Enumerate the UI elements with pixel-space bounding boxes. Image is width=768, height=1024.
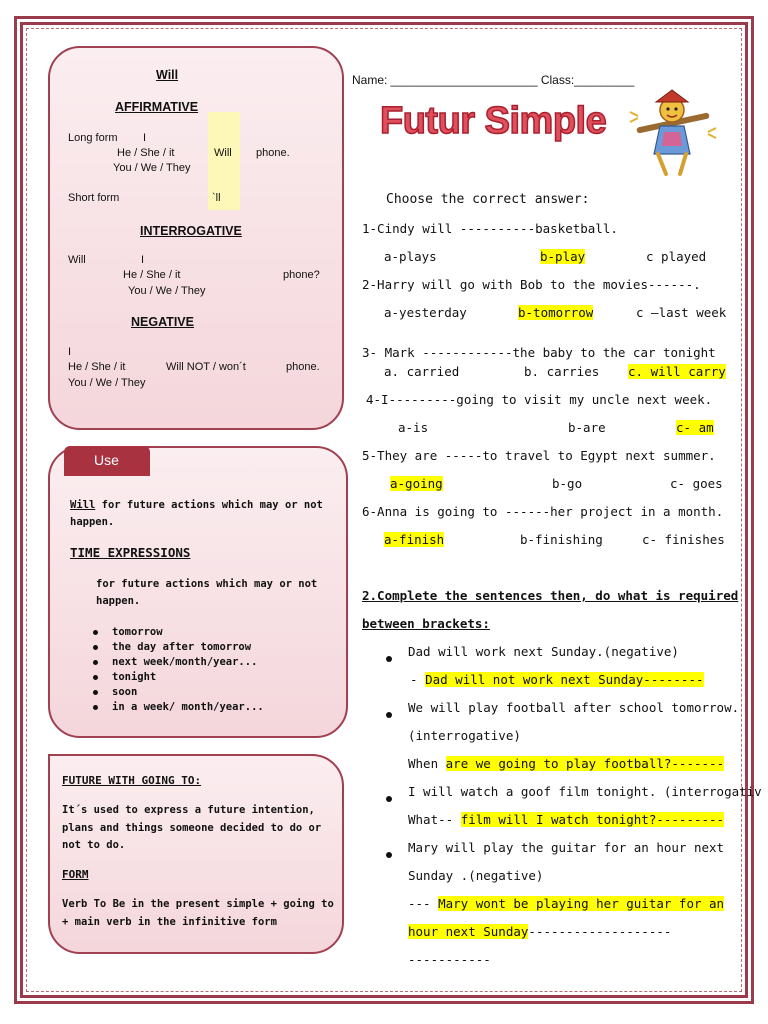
option-2a: a-yesterday — [384, 305, 467, 320]
answer-4-end: hour next Sunday — [408, 924, 529, 939]
will-heading: Will — [156, 68, 179, 82]
sentence-4-b: Sunday .(negative) — [408, 868, 544, 883]
will-use-line2: happen. — [70, 516, 115, 528]
question-6: 6-Anna is going to ------her project in a month. — [362, 504, 724, 519]
option-5a: a-going — [390, 476, 443, 491]
question-1: 1-Cindy will ----------basketball. — [362, 221, 618, 236]
time-text-line2: happen. — [96, 595, 141, 607]
interrog-i: I — [141, 254, 145, 266]
option-2b: b-tomorrow — [518, 305, 594, 320]
will-word: Will — [70, 499, 96, 511]
going-to-heading: FUTURE WITH GOING TO: — [62, 774, 202, 787]
bullet-icon — [93, 660, 98, 665]
exercise2-heading: 2.Complete the sentences then, do what is required — [362, 588, 739, 603]
time-expressions-heading: TIME EXPRESSIONS — [70, 545, 191, 560]
option-1c: c played — [646, 249, 707, 264]
answer-4-tail: ----------- — [408, 952, 491, 967]
interrog-you: You / We / They — [128, 285, 206, 297]
bullet-icon — [386, 648, 392, 667]
option-5c: c- goes — [670, 476, 723, 491]
time-item: in a week/ month/year... — [93, 701, 264, 713]
option-4b: b-are — [568, 420, 606, 435]
answer-1: Dad will not work next Sunday-------- — [425, 672, 704, 687]
interrog-will: Will — [68, 254, 86, 266]
neg-phone: phone. — [286, 361, 320, 373]
sentence-4: Mary will play the guitar for an hour next — [408, 840, 725, 855]
time-item: tonight — [93, 671, 156, 683]
time-item: soon — [93, 686, 137, 698]
sentence-3: I will watch a goof film tonight. (interrogativ — [408, 784, 762, 799]
option-2c: c –last week — [636, 305, 727, 320]
affirm-long-form: Long form — [68, 132, 118, 144]
option-1a: a-plays — [384, 249, 437, 264]
page-title: Futur Simple — [380, 100, 607, 142]
question-4: 4-I---------going to visit my uncle next week. — [366, 392, 713, 407]
time-item: next week/month/year... — [93, 656, 257, 668]
will-use-text: for future actions which may or not — [95, 499, 323, 511]
answer-4-line-2: hour next Sunday------------------- — [408, 924, 672, 939]
answer-2: are we going to play football?------- — [445, 756, 725, 771]
affirm-phone: phone. — [256, 147, 290, 159]
sentence-1: Dad will work next Sunday.(negative) — [408, 644, 679, 659]
option-3a: a. carried — [384, 364, 460, 379]
affirm-he: He / She / it — [117, 147, 175, 159]
option-4a: a-is — [398, 420, 429, 435]
affirm-short: `ll — [212, 192, 221, 204]
answer-3: film will I watch tonight?--------- — [460, 812, 725, 827]
affirm-i: I — [143, 132, 147, 144]
option-3b: b. carries — [524, 364, 600, 379]
going-to-line3: not to do. — [62, 839, 126, 851]
question-5: 5-They are -----to travel to Egypt next summer. — [362, 448, 716, 463]
going-to-line1: It´s used to express a future intention, — [62, 804, 315, 816]
bullet-icon — [93, 690, 98, 695]
going-to-line2: plans and things someone decided to do or — [62, 822, 322, 834]
option-3c: c. will carry — [628, 364, 726, 379]
exercise2-heading-2: between brackets: — [362, 616, 490, 631]
exercise1-instruction: Choose the correct answer: — [386, 192, 590, 207]
time-item: tomorrow — [93, 626, 163, 638]
question-3: 3- Mark ------------the baby to the car tonight — [362, 345, 716, 360]
affirmative-heading: AFFIRMATIVE — [115, 100, 199, 114]
question-2: 2-Harry will go with Bob to the movies------. — [362, 277, 701, 292]
neg-you: You / We / They — [68, 377, 146, 389]
answer-3-line: What-- film will I watch tonight?--------- — [408, 812, 725, 827]
answer-2-line: When are we going to play football?------- — [408, 756, 725, 771]
bullet-icon — [93, 645, 98, 650]
time-text-line1: for future actions which may or not — [96, 578, 318, 590]
sentence-2-b: (interrogative) — [408, 728, 521, 743]
bullet-icon — [386, 844, 392, 863]
will-use-line1 — [70, 499, 323, 511]
neg-will: Will NOT / won´t — [166, 361, 246, 373]
form-line2: + main verb in the infinitive form — [62, 916, 277, 928]
bullet-icon — [93, 705, 98, 710]
option-6b: b-finishing — [520, 532, 603, 547]
neg-he: He / She / it — [68, 361, 126, 373]
interrogative-heading: INTERROGATIVE — [140, 224, 242, 238]
option-6a: a-finish — [384, 532, 445, 547]
affirm-will: Will — [214, 147, 232, 159]
neg-i: I — [68, 346, 72, 358]
form-heading: FORM — [62, 868, 89, 881]
interrog-he: He / She / it — [123, 269, 181, 281]
option-6c: c- finishes — [642, 532, 725, 547]
affirm-short-form: Short form — [68, 192, 120, 204]
sentence-2: We will play football after school tomorrow. — [408, 700, 740, 715]
interrog-phone: phone? — [283, 269, 320, 281]
form-line1: Verb To Be in the present simple + going to — [62, 898, 334, 910]
bullet-icon — [386, 788, 392, 807]
answer-1-line: - Dad will not work next Sunday-------- — [410, 672, 704, 687]
option-5b: b-go — [552, 476, 583, 491]
name-class-line: Name: ______________________ Class:_________ — [352, 73, 635, 87]
affirm-you: You / We / They — [113, 162, 191, 174]
option-4c: c- am — [676, 420, 714, 435]
answer-4-line: --- Mary wont be playing her guitar for an — [408, 896, 725, 911]
answer-4: Mary wont be playing her guitar for an — [438, 896, 725, 911]
option-1b: b-play — [540, 249, 586, 264]
bullet-icon — [93, 675, 98, 680]
negative-heading: NEGATIVE — [131, 315, 194, 329]
scarecrow-icon — [628, 88, 718, 178]
time-item: the day after tomorrow — [93, 641, 251, 653]
bullet-icon — [93, 630, 98, 635]
use-tab: Use — [64, 446, 150, 476]
bullet-icon — [386, 704, 392, 723]
